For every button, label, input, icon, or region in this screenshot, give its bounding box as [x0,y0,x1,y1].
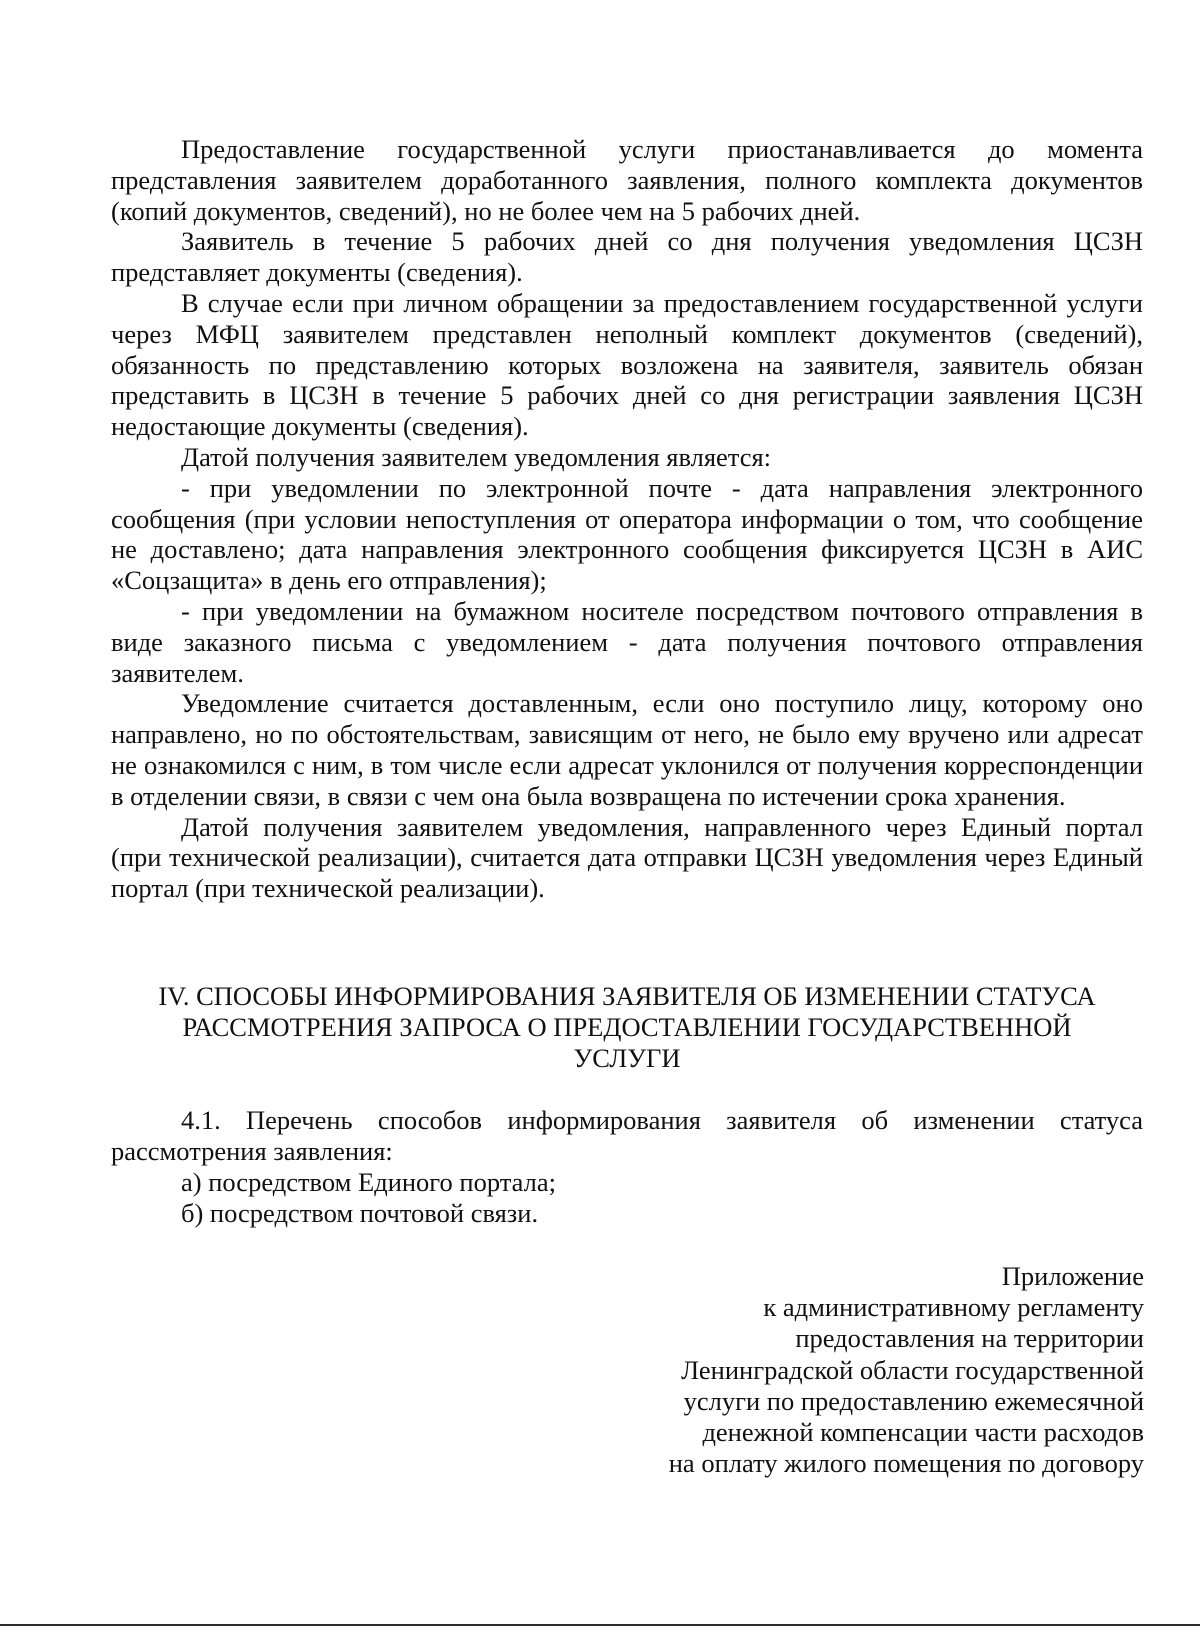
appendix-line: на оплату жилого помещения по договору [668,1448,1144,1479]
section-heading-line: IV. СПОСОБЫ ИНФОРМИРОВАНИЯ ЗАЯВИТЕЛЯ ОБ ИЗМЕНЕНИИ СТАТУСА [158,981,1096,1011]
list-item: б) посредством почтовой связи. [181,1198,539,1228]
paragraph-notification-date: Датой получения заявителем уведомления является: [181,441,772,472]
appendix-line: предоставления на территории [795,1323,1144,1354]
informing-methods-list [111,1105,1143,1229]
paragraph-paper-notification: - при уведомлении на бумажном носителе посредством почтового отправления в виде заказного письма с уведомлением - дата получения почтового отправления заявителем. [111,595,1143,688]
document-body [111,134,1143,904]
list-intro: 4.1. Перечень способов информирования заявителя об изменении статуса рассмотрения заявления: [111,1105,1143,1166]
paragraph-portal-notification: Датой получения заявителем уведомления, направленного через Единый портал (при технической реализации), считается дата отправки ЦСЗН уведомления через Единый портал (при технической реализации). [111,811,1143,904]
paragraph-delivered-notice: Уведомление считается доставленным, если оно поступило лицу, которому оно направлено, но по обстоятельствам, зависящим от него, не было ему вручено или адресат не ознакомился с ним, в том числе если адресат уклонился от получения корреспонденции в отделении связи, в связи с чем она была возвращена по истечении срока хранения. [111,688,1143,811]
paragraph-email-notification: - при уведомлении по электронной почте - дата направления электронного сообщения (при условии непоступления от оператора информации о том, что сообщение не доставлено; дата направления электронного сообщения фиксируется ЦСЗН в АИС «Соцзащита» в день его отправления); [111,472,1143,596]
appendix-line: Приложение [1001,1261,1144,1291]
section-heading-line: УСЛУГИ [573,1043,681,1073]
appendix-line: к административному регламенту [763,1292,1144,1323]
list-item: а) посредством Единого портала; [181,1167,556,1197]
appendix-line: Ленинградской области государственной [681,1354,1144,1385]
section-heading-line: РАССМОТРЕНИЯ ЗАПРОСА О ПРЕДОСТАВЛЕНИИ ГОСУДАРСТВЕННОЙ [182,1012,1072,1042]
paragraph-suspension: Предоставление государственной услуги приостанавливается до момента представления заявителем доработанного заявления, полного комплекта документов (копий документов, сведений), но не более чем на 5 рабочих дней. [111,134,1143,226]
appendix-line: услуги по предоставлению ежемесячной [683,1385,1144,1416]
paragraph-mfc-incomplete-set: В случае если при личном обращении за предоставлением государственной услуги через МФЦ заявителем представлен неполный комплект документов (сведений), обязанность по представлению которых возложена на заявителя, заявитель обязан представить в ЦСЗН в течение 5 рабочих дней со дня регистрации заявления ЦСЗН недостающие документы (сведения). [111,287,1143,442]
appendix-caption [584,1261,1144,1479]
appendix-line: денежной компенсации части расходов [702,1417,1144,1448]
scan-bottom-edge [0,1624,1200,1626]
section-heading-iv [111,981,1143,1074]
paragraph-applicant-documents: Заявитель в течение 5 рабочих дней со дня получения уведомления ЦСЗН представляет документы (сведения). [111,226,1143,288]
